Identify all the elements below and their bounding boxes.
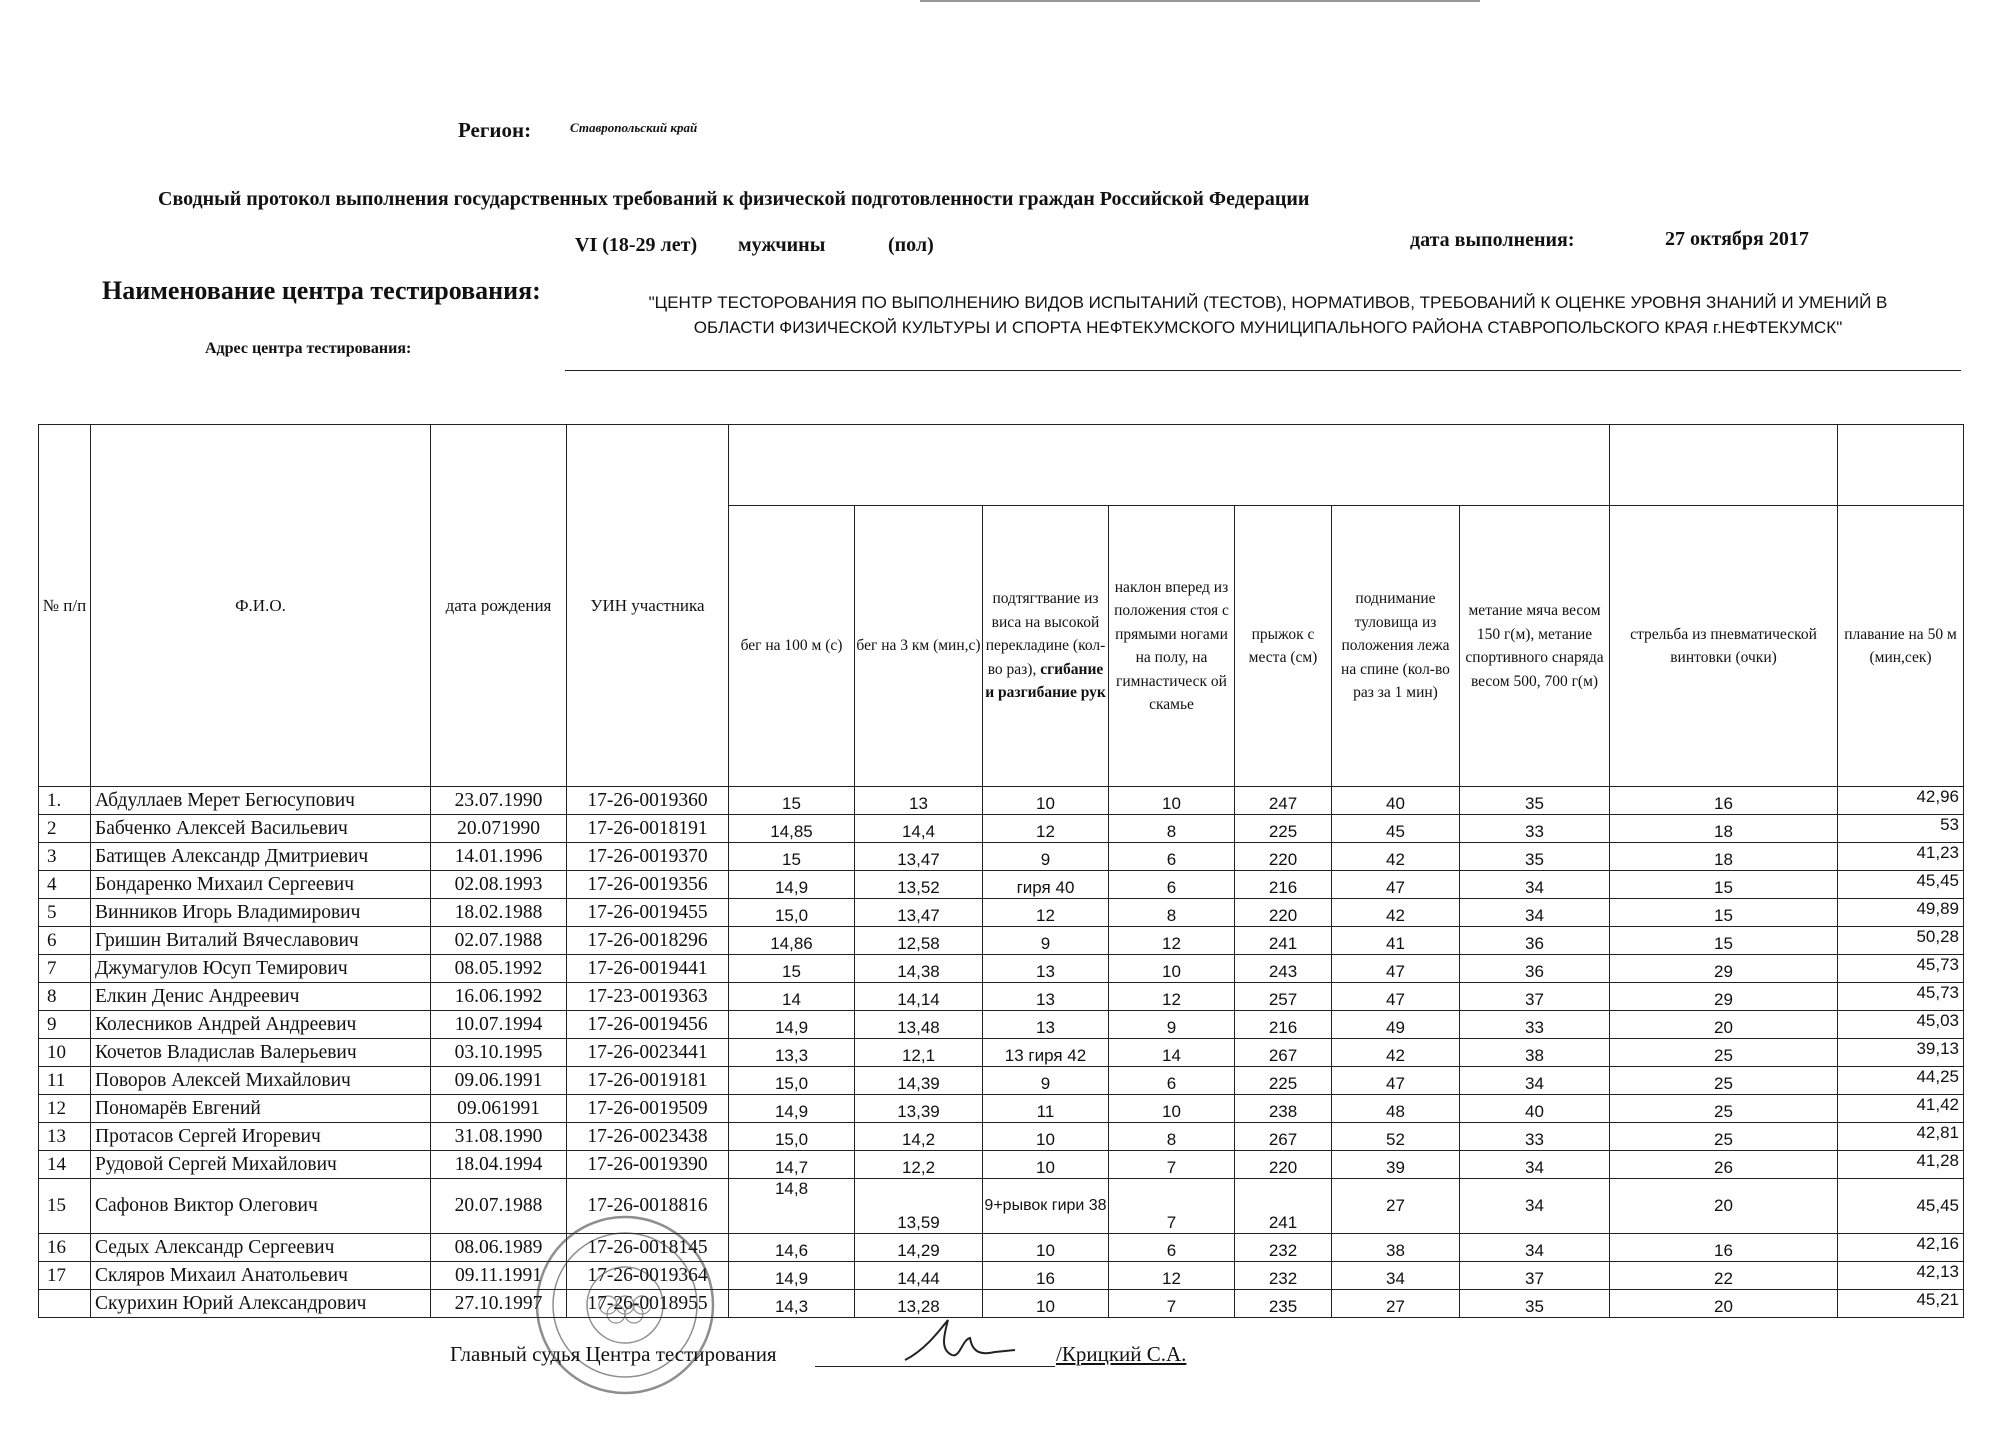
row-throw: 34 (1460, 1151, 1610, 1179)
table-row (39, 955, 1964, 983)
table-row (39, 787, 1964, 815)
header-uin: УИН участника (567, 425, 729, 787)
row-uin: 17-26-0019181 (567, 1067, 729, 1095)
header-swim: плавание на 50 м (мин,сек) (1838, 506, 1964, 787)
row-jump: 241 (1235, 1179, 1332, 1234)
document-title: Сводный протокол выполнения государственных требований к физической подготовленности граждан Российской Федерации (158, 188, 1310, 210)
header-throw: метание мяча весом 150 г(м), метание спортивного снаряда весом 500, 700 г(м) (1460, 506, 1610, 787)
row-birth: 02.07.1988 (431, 927, 567, 955)
row-jump: 220 (1235, 899, 1332, 927)
row-situps: 38 (1332, 1234, 1460, 1262)
header-pullups-b: сгибание и разгибание рук (985, 660, 1106, 702)
row-shooting: 16 (1610, 1234, 1838, 1262)
row-run100: 15,0 (729, 1067, 855, 1095)
row-uin: 17-26-0019455 (567, 899, 729, 927)
row-run3km: 14,4 (855, 815, 983, 843)
row-name: Бабченко Алексей Васильевич (91, 815, 431, 843)
row-situps: 34 (1332, 1262, 1460, 1290)
header-birth: дата рождения (431, 425, 567, 787)
table-row (39, 983, 1964, 1011)
row-bend: 12 (1109, 927, 1235, 955)
row-birth: 16.06.1992 (431, 983, 567, 1011)
row-num: 14 (39, 1151, 91, 1179)
row-num: 6 (39, 927, 91, 955)
row-num: 3 (39, 843, 91, 871)
row-name: Кочетов Владислав Валерьевич (91, 1039, 431, 1067)
row-shooting: 26 (1610, 1151, 1838, 1179)
row-swim: 44,25 (1838, 1067, 1964, 1095)
row-swim: 45,45 (1838, 871, 1964, 899)
row-run3km: 13,48 (855, 1011, 983, 1039)
row-run3km: 14,2 (855, 1123, 983, 1151)
header-jump: прыжок с места (см) (1235, 506, 1332, 787)
row-throw: 33 (1460, 815, 1610, 843)
row-jump: 232 (1235, 1262, 1332, 1290)
row-num: 7 (39, 955, 91, 983)
row-name: Абдуллаев Мерет Бегюсупович (91, 787, 431, 815)
row-pullups: 11 (983, 1095, 1109, 1123)
row-birth: 31.08.1990 (431, 1123, 567, 1151)
table-row (39, 1234, 1964, 1262)
row-throw: 33 (1460, 1011, 1610, 1039)
row-pullups: 10 (983, 1123, 1109, 1151)
row-throw: 34 (1460, 899, 1610, 927)
row-run100: 14 (729, 983, 855, 1011)
row-pullups: 10 (983, 1290, 1109, 1318)
row-pullups: 9 (983, 927, 1109, 955)
row-run3km: 14,38 (855, 955, 983, 983)
row-bend: 6 (1109, 1234, 1235, 1262)
row-jump: 247 (1235, 787, 1332, 815)
row-throw: 36 (1460, 955, 1610, 983)
row-situps: 42 (1332, 843, 1460, 871)
row-shooting: 25 (1610, 1039, 1838, 1067)
address-label: Адрес центра тестирования: (205, 340, 412, 357)
row-situps: 41 (1332, 927, 1460, 955)
row-run3km: 12,2 (855, 1151, 983, 1179)
header-run3km: бег на 3 км (мин,с) (855, 506, 983, 787)
row-jump: 216 (1235, 1011, 1332, 1039)
row-jump: 225 (1235, 1067, 1332, 1095)
center-name-line2: ОБЛАСТИ ФИЗИЧЕСКОЙ КУЛЬТУРЫ И СПОРТА НЕФТЕКУМСКОГО МУНИЦИПАЛЬНОГО РАЙОНА СТАВРОПОЛЬСКОГО КРАЯ г.НЕФТЕКУМСК" (693, 318, 1843, 337)
row-jump: 267 (1235, 1039, 1332, 1067)
row-jump: 220 (1235, 843, 1332, 871)
row-bend: 12 (1109, 1262, 1235, 1290)
table-row (39, 1151, 1964, 1179)
row-bend: 14 (1109, 1039, 1235, 1067)
row-run100: 14,7 (729, 1151, 855, 1179)
row-run100: 14,6 (729, 1234, 855, 1262)
row-swim: 42,16 (1838, 1234, 1964, 1262)
row-num: 1. (39, 787, 91, 815)
row-swim: 53 (1838, 815, 1964, 843)
row-throw: 34 (1460, 1234, 1610, 1262)
header-swim-group (1838, 425, 1964, 506)
row-jump: 238 (1235, 1095, 1332, 1123)
row-run3km: 13,52 (855, 871, 983, 899)
row-situps: 47 (1332, 1067, 1460, 1095)
row-run100: 15 (729, 787, 855, 815)
row-run100: 14,86 (729, 927, 855, 955)
row-uin: 17-26-0019356 (567, 871, 729, 899)
row-throw: 35 (1460, 787, 1610, 815)
row-swim: 45,45 (1838, 1179, 1964, 1234)
official-stamp-icon (530, 1160, 720, 1450)
date-value: 27 октября 2017 (1665, 228, 1809, 250)
region-value: Ставропольский край (570, 120, 698, 135)
row-uin: 17-26-0019441 (567, 955, 729, 983)
age-group: VI (18-29 лет) (575, 234, 698, 256)
row-pullups: 10 (983, 787, 1109, 815)
row-swim: 39,13 (1838, 1039, 1964, 1067)
table-row (39, 899, 1964, 927)
row-bend: 9 (1109, 1011, 1235, 1039)
row-pullups: 16 (983, 1262, 1109, 1290)
row-num: 12 (39, 1095, 91, 1123)
row-run100: 15 (729, 843, 855, 871)
center-name-line1: "ЦЕНТР ТЕСТОРОВАНИЯ ПО ВЫПОЛНЕНИЮ ВИДОВ ИСПЫТАНИЙ (ТЕСТОВ), НОРМАТИВОВ, ТРЕБОВАНИЙ К ОЦЕНКЕ УРОВНЯ ЗНАНИЙ И УМЕНИЙ В (648, 293, 1888, 312)
row-num: 16 (39, 1234, 91, 1262)
row-run100: 14,3 (729, 1290, 855, 1318)
row-name: Сафонов Виктор Олегович (91, 1179, 431, 1234)
table-row (39, 1011, 1964, 1039)
row-shooting: 25 (1610, 1067, 1838, 1095)
row-uin: 17-26-0019509 (567, 1095, 729, 1123)
gender-note: (пол) (888, 234, 934, 256)
row-bend: 6 (1109, 843, 1235, 871)
row-swim: 45,73 (1838, 955, 1964, 983)
row-situps: 49 (1332, 1011, 1460, 1039)
row-num: 5 (39, 899, 91, 927)
row-situps: 42 (1332, 899, 1460, 927)
row-jump: 220 (1235, 1151, 1332, 1179)
row-num (39, 1290, 91, 1318)
row-run3km: 12,1 (855, 1039, 983, 1067)
row-pullups: 13 (983, 983, 1109, 1011)
row-pullups: гиря 40 (983, 871, 1109, 899)
header-bend: наклон вперед из положения стоя с прямыми ногами на полу, на гимнастическ ой скамье (1109, 506, 1235, 787)
judge-label: Главный судья Центра тестирования (450, 1342, 777, 1366)
row-throw: 34 (1460, 1179, 1610, 1234)
row-num: 11 (39, 1067, 91, 1095)
row-num: 10 (39, 1039, 91, 1067)
header-situps: поднимание туловища из положения лежа на спине (кол-во раз за 1 мин) (1332, 506, 1460, 787)
row-pullups: 13 (983, 1011, 1109, 1039)
row-jump: 225 (1235, 815, 1332, 843)
row-bend: 10 (1109, 1095, 1235, 1123)
row-swim: 50,28 (1838, 927, 1964, 955)
row-num: 2 (39, 815, 91, 843)
row-num: 8 (39, 983, 91, 1011)
row-jump: 241 (1235, 927, 1332, 955)
row-swim: 41,23 (1838, 843, 1964, 871)
row-shooting: 15 (1610, 871, 1838, 899)
row-swim: 41,42 (1838, 1095, 1964, 1123)
row-run100: 14,8 (729, 1179, 855, 1234)
row-swim: 41,28 (1838, 1151, 1964, 1179)
row-pullups: 10 (983, 1151, 1109, 1179)
center-label: Наименование центра тестирования: (102, 276, 541, 305)
row-name: Седых Александр Сергеевич (91, 1234, 431, 1262)
gender: мужчины (738, 234, 826, 256)
row-num: 15 (39, 1179, 91, 1234)
row-shooting: 29 (1610, 983, 1838, 1011)
row-shooting: 25 (1610, 1123, 1838, 1151)
row-shooting: 18 (1610, 815, 1838, 843)
row-birth: 03.10.1995 (431, 1039, 567, 1067)
row-birth: 20.071990 (431, 815, 567, 843)
row-birth: 20.07.1988 (431, 1179, 567, 1234)
row-name: Бондаренко Михаил Сергеевич (91, 871, 431, 899)
row-swim: 42,96 (1838, 787, 1964, 815)
row-run3km: 13,47 (855, 899, 983, 927)
signature-icon (900, 1310, 1020, 1370)
row-run3km: 14,14 (855, 983, 983, 1011)
row-bend: 6 (1109, 1067, 1235, 1095)
row-run3km: 13 (855, 787, 983, 815)
row-bend: 10 (1109, 787, 1235, 815)
row-birth: 18.02.1988 (431, 899, 567, 927)
table-row (39, 1262, 1964, 1290)
table-row (39, 927, 1964, 955)
header-pullups (983, 506, 1109, 787)
row-jump: 216 (1235, 871, 1332, 899)
row-name: Рудовой Сергей Михайлович (91, 1151, 431, 1179)
header-shooting-group (1610, 425, 1838, 506)
row-run100: 15 (729, 955, 855, 983)
row-birth: 09.061991 (431, 1095, 567, 1123)
row-run3km: 13,59 (855, 1179, 983, 1234)
row-throw: 34 (1460, 871, 1610, 899)
row-uin: 17-26-0023441 (567, 1039, 729, 1067)
row-jump: 257 (1235, 983, 1332, 1011)
row-run3km: 12,58 (855, 927, 983, 955)
row-uin: 17-26-0018296 (567, 927, 729, 955)
scan-edge-mark (920, 0, 1480, 2)
table-row (39, 1039, 1964, 1067)
row-uin: 17-26-0019370 (567, 843, 729, 871)
row-run100: 14,9 (729, 1095, 855, 1123)
row-run3km: 14,29 (855, 1234, 983, 1262)
row-jump: 243 (1235, 955, 1332, 983)
table-row (39, 1095, 1964, 1123)
row-shooting: 29 (1610, 955, 1838, 983)
row-name: Пономарёв Евгений (91, 1095, 431, 1123)
row-run3km: 13,47 (855, 843, 983, 871)
row-situps: 47 (1332, 871, 1460, 899)
row-name: Джумагулов Юсуп Темирович (91, 955, 431, 983)
row-birth: 23.07.1990 (431, 787, 567, 815)
row-name: Винников Игорь Владимирович (91, 899, 431, 927)
row-uin: 17-26-0018191 (567, 815, 729, 843)
row-situps: 45 (1332, 815, 1460, 843)
row-shooting: 18 (1610, 843, 1838, 871)
row-situps: 40 (1332, 787, 1460, 815)
row-birth: 14.01.1996 (431, 843, 567, 871)
row-swim: 45,73 (1838, 983, 1964, 1011)
row-uin: 17-26-0019456 (567, 1011, 729, 1039)
row-num: 4 (39, 871, 91, 899)
row-situps: 47 (1332, 983, 1460, 1011)
header-num: № п/п (39, 425, 91, 787)
row-bend: 8 (1109, 815, 1235, 843)
row-run3km: 13,28 (855, 1290, 983, 1318)
row-throw: 36 (1460, 927, 1610, 955)
row-uin: 17-26-0018816 (567, 1179, 729, 1234)
row-shooting: 20 (1610, 1011, 1838, 1039)
signature-line (815, 1366, 1055, 1367)
row-name: Колесников Андрей Андреевич (91, 1011, 431, 1039)
judge-name: /Крицкий С.А. (1056, 1342, 1187, 1366)
row-pullups: 9+рывок гири 38 (983, 1179, 1109, 1234)
address-underline (565, 370, 1961, 371)
row-uin: 17-26-0019364 (567, 1262, 729, 1290)
region-label: Регион: (458, 118, 532, 142)
row-bend: 7 (1109, 1179, 1235, 1234)
row-bend: 8 (1109, 899, 1235, 927)
row-uin: 17-26-0019360 (567, 787, 729, 815)
row-situps: 48 (1332, 1095, 1460, 1123)
row-uin: 17-26-0018145 (567, 1234, 729, 1262)
row-pullups: 13 гиря 42 (983, 1039, 1109, 1067)
row-pullups: 13 (983, 955, 1109, 983)
row-birth: 02.08.1993 (431, 871, 567, 899)
row-run100: 14,9 (729, 871, 855, 899)
row-name: Елкин Денис Андреевич (91, 983, 431, 1011)
row-situps: 52 (1332, 1123, 1460, 1151)
header-pullups-a: подтягтвание из виса на высокой перекладине (кол-во раз), (985, 590, 1106, 678)
table-row (39, 871, 1964, 899)
row-throw: 40 (1460, 1095, 1610, 1123)
row-situps: 27 (1332, 1290, 1460, 1318)
row-birth: 08.06.1989 (431, 1234, 567, 1262)
header-shooting: стрельба из пневматической винтовки (очки) (1610, 506, 1838, 787)
row-shooting: 20 (1610, 1290, 1838, 1318)
row-bend: 12 (1109, 983, 1235, 1011)
row-pullups: 12 (983, 815, 1109, 843)
row-shooting: 25 (1610, 1095, 1838, 1123)
row-bend: 7 (1109, 1151, 1235, 1179)
table-row (39, 1123, 1964, 1151)
row-shooting: 22 (1610, 1262, 1838, 1290)
row-swim: 42,13 (1838, 1262, 1964, 1290)
date-label: дата выполнения: (1410, 229, 1575, 251)
row-jump: 232 (1235, 1234, 1332, 1262)
row-throw: 34 (1460, 1067, 1610, 1095)
row-throw: 37 (1460, 983, 1610, 1011)
table-row (39, 815, 1964, 843)
row-run3km: 13,39 (855, 1095, 983, 1123)
row-swim: 45,03 (1838, 1011, 1964, 1039)
row-run3km: 14,39 (855, 1067, 983, 1095)
row-birth: 10.07.1994 (431, 1011, 567, 1039)
header-name: Ф.И.О. (91, 425, 431, 787)
row-bend: 6 (1109, 871, 1235, 899)
row-jump: 267 (1235, 1123, 1332, 1151)
row-swim: 49,89 (1838, 899, 1964, 927)
row-run100: 15,0 (729, 899, 855, 927)
row-throw: 38 (1460, 1039, 1610, 1067)
row-uin: 17-26-0018955 (567, 1290, 729, 1318)
row-situps: 47 (1332, 955, 1460, 983)
row-name: Протасов Сергей Игоревич (91, 1123, 431, 1151)
row-birth: 09.06.1991 (431, 1067, 567, 1095)
row-situps: 39 (1332, 1151, 1460, 1179)
table-row (39, 1067, 1964, 1095)
row-uin: 17-26-0019390 (567, 1151, 729, 1179)
row-jump: 235 (1235, 1290, 1332, 1318)
header-run100: бег на 100 м (с) (729, 506, 855, 787)
row-situps: 42 (1332, 1039, 1460, 1067)
row-run100: 14,85 (729, 815, 855, 843)
center-name (568, 290, 1968, 340)
results-table (38, 424, 1964, 1318)
row-birth: 08.05.1992 (431, 955, 567, 983)
row-bend: 7 (1109, 1290, 1235, 1318)
row-bend: 8 (1109, 1123, 1235, 1151)
row-run100: 13,3 (729, 1039, 855, 1067)
row-run3km: 14,44 (855, 1262, 983, 1290)
row-birth: 27.10.1997 (431, 1290, 567, 1318)
row-num: 13 (39, 1123, 91, 1151)
row-pullups: 9 (983, 1067, 1109, 1095)
row-pullups: 9 (983, 843, 1109, 871)
row-throw: 35 (1460, 1290, 1610, 1318)
row-num: 9 (39, 1011, 91, 1039)
row-throw: 33 (1460, 1123, 1610, 1151)
table-row (39, 843, 1964, 871)
row-pullups: 10 (983, 1234, 1109, 1262)
row-uin: 17-26-0023438 (567, 1123, 729, 1151)
row-birth: 09.11.1991 (431, 1262, 567, 1290)
table-row (39, 1179, 1964, 1234)
row-situps: 27 (1332, 1179, 1460, 1234)
row-shooting: 15 (1610, 899, 1838, 927)
row-run100: 15,0 (729, 1123, 855, 1151)
row-name: Скурихин Юрий Александрович (91, 1290, 431, 1318)
row-name: Скляров Михаил Анатольевич (91, 1262, 431, 1290)
row-shooting: 15 (1610, 927, 1838, 955)
row-throw: 37 (1460, 1262, 1610, 1290)
header-tests-group (729, 425, 1610, 506)
row-birth: 18.04.1994 (431, 1151, 567, 1179)
row-num: 17 (39, 1262, 91, 1290)
row-swim: 45,21 (1838, 1290, 1964, 1318)
row-run100: 14,9 (729, 1011, 855, 1039)
row-name: Батищев Александр Дмитриевич (91, 843, 431, 871)
row-name: Гришин Виталий Вячеславович (91, 927, 431, 955)
row-pullups: 12 (983, 899, 1109, 927)
row-name: Поворов Алексей Михайлович (91, 1067, 431, 1095)
row-shooting: 20 (1610, 1179, 1838, 1234)
row-shooting: 16 (1610, 787, 1838, 815)
row-run100: 14,9 (729, 1262, 855, 1290)
row-throw: 35 (1460, 843, 1610, 871)
row-bend: 10 (1109, 955, 1235, 983)
row-swim: 42,81 (1838, 1123, 1964, 1151)
row-uin: 17-23-0019363 (567, 983, 729, 1011)
